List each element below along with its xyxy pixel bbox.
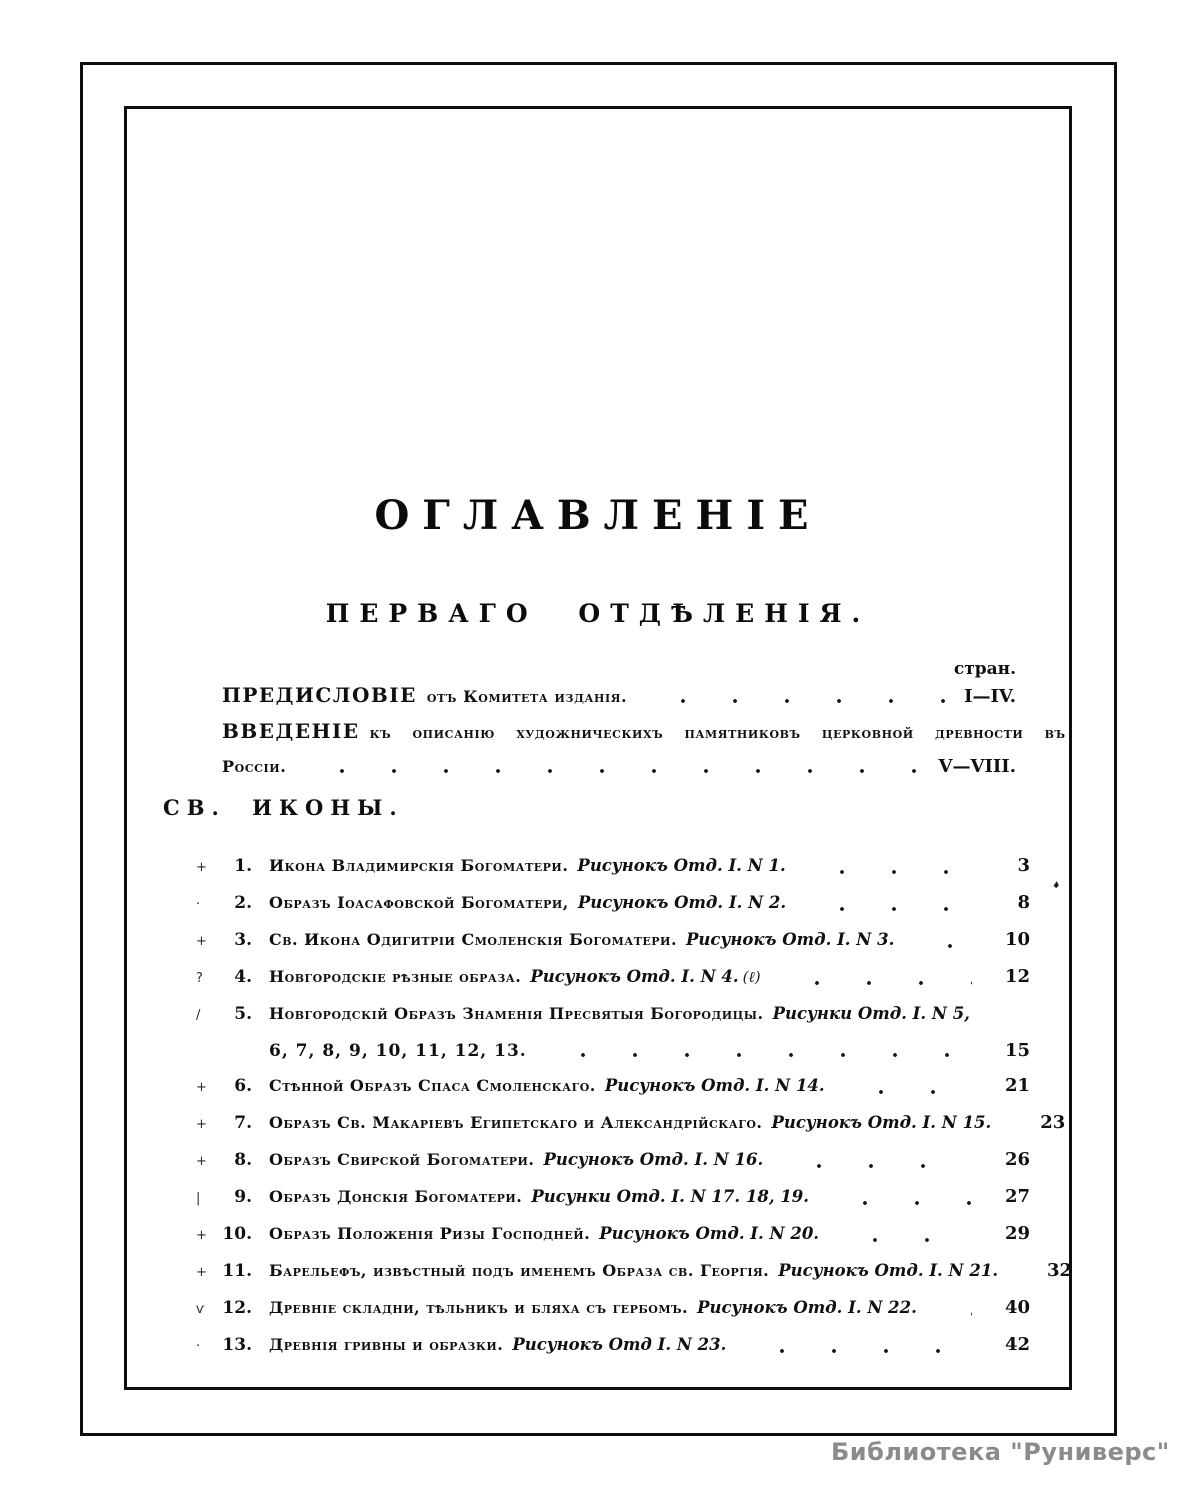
- front-matter-label: ПРЕДИСЛОВІЕ: [222, 683, 417, 707]
- item-number: 12.: [222, 1298, 252, 1318]
- toc-item: [196, 929, 1030, 953]
- item-number: 9.: [234, 1187, 252, 1207]
- page-number: 3: [1017, 855, 1030, 876]
- section-subtitle: ПЕРВАГО ОТДѢЛЕНІЯ.: [325, 599, 871, 628]
- toc-item: [196, 1260, 1073, 1284]
- section-heading: СВ. ИКОНЫ.: [163, 795, 404, 820]
- item-number: 4.: [234, 967, 252, 987]
- front-matter: [222, 683, 1066, 790]
- item-pencil-mark: +: [196, 1265, 207, 1280]
- figure-reference: Рисунокъ Отд. I. N 2.: [577, 893, 787, 912]
- item-pencil-mark: +: [196, 860, 207, 875]
- item-entry: [269, 1040, 527, 1062]
- dot-leader: [742, 1345, 972, 1355]
- item-number: 7.: [234, 1113, 252, 1133]
- dot-leader: [910, 940, 972, 950]
- toc-item: [196, 892, 1030, 916]
- item-pencil-mark: +: [196, 1228, 207, 1243]
- item-entry: [269, 1297, 917, 1319]
- toc-item: [196, 1297, 1030, 1321]
- toc-item: [196, 1223, 1030, 1247]
- item-pencil-mark: |: [196, 1191, 201, 1206]
- toc-item-continuation: [196, 1040, 1030, 1062]
- figure-reference: Рисунокъ Отд. I. N 1.: [577, 856, 786, 875]
- item-number: 8.: [234, 1150, 252, 1170]
- front-matter-row: [222, 719, 1066, 744]
- page-number: 23: [1040, 1112, 1066, 1133]
- item-title: Образъ Іоасафовской Богоматери,: [269, 893, 569, 912]
- page-range: I—IV.: [964, 686, 1016, 707]
- figure-reference: Рисунокъ Отд I. N 23.: [512, 1335, 727, 1354]
- front-matter-label: ВВЕДЕНІЕ: [222, 719, 360, 743]
- item-entry: [269, 1003, 970, 1025]
- pages-column-label: стран.: [953, 659, 1016, 679]
- item-pencil-mark: ѵ: [196, 1302, 205, 1317]
- page-number: 32: [1047, 1260, 1073, 1281]
- dot-leader: [841, 1086, 972, 1096]
- dot-leader: [779, 1160, 972, 1170]
- page-number: 10: [1004, 929, 1030, 950]
- item-title: Св. Икона Одигитріи Смоленскія Богоматери.: [269, 930, 678, 949]
- toc-item: [196, 1186, 1030, 1210]
- figure-reference: Рисунокъ Отд. I. N 16.: [543, 1150, 764, 1169]
- toc-item: [196, 1334, 1030, 1358]
- page-number: 26: [1004, 1149, 1030, 1170]
- item-title: Икона Владимирскія Богоматери.: [269, 856, 569, 875]
- item-title: Образъ Свирской Богоматери.: [269, 1150, 535, 1169]
- figure-reference: Рисунокъ Отд. I. N 21.: [778, 1261, 999, 1280]
- front-matter-row-continuation: [222, 756, 1016, 778]
- dot-leader: [543, 1049, 972, 1059]
- item-pencil-mark: +: [196, 1154, 207, 1169]
- item-pencil-mark: /: [196, 1008, 201, 1023]
- figure-reference: Рисунокъ Отд. I. N 4.: [530, 967, 739, 986]
- item-number: 3.: [234, 930, 252, 950]
- item-number: 13.: [222, 1335, 252, 1355]
- toc-item: [196, 1112, 1066, 1136]
- figure-reference: Рисунки Отд. I. N 17. 18, 19.: [531, 1187, 810, 1206]
- front-matter-row: [222, 684, 1016, 708]
- item-number: 10.: [222, 1224, 252, 1244]
- dot-leader: [835, 1234, 972, 1244]
- item-title: Новгородскій Образъ Знаменія Пресвятыя Богородицы.: [269, 1004, 764, 1023]
- item-entry: [269, 1075, 825, 1097]
- toc-item: [196, 1149, 1030, 1173]
- page-number: 15: [1004, 1040, 1030, 1061]
- item-number: 5.: [234, 1004, 252, 1024]
- item-number: 11.: [222, 1261, 252, 1281]
- toc-item: [196, 966, 1030, 990]
- item-pencil-mark: ·: [196, 1339, 201, 1354]
- item-title: Образъ Положенія Ризы Господней.: [269, 1224, 591, 1243]
- item-entry: [269, 1186, 809, 1208]
- item-pencil-mark: ·: [196, 897, 201, 912]
- library-watermark: Библиотека "Руниверс": [831, 1438, 1170, 1466]
- figure-reference: Рисунки Отд. I. N 5,: [772, 1004, 970, 1023]
- item-entry: [269, 1112, 991, 1134]
- page-number: 40: [1004, 1297, 1030, 1318]
- front-matter-text: къ описанію художническихъ памятниковъ церковной древности въ: [369, 723, 1066, 742]
- figure-reference: Рисунокъ Отд. I. N 14.: [604, 1076, 825, 1095]
- toc-item: [196, 1003, 1030, 1027]
- item-title: Образъ Св. Макаріевъ Египетскаго и Александрійскаго.: [269, 1113, 763, 1132]
- item-title: Древніе складни, тѣльникъ и бляха съ гербомъ.: [269, 1298, 689, 1317]
- figure-numbers-continuation: 6, 7, 8, 9, 10, 11, 12, 13.: [269, 1041, 527, 1061]
- item-pencil-mark: +: [196, 934, 207, 949]
- dot-leader: [802, 903, 972, 913]
- page-range: V—VIII.: [938, 756, 1016, 777]
- dot-leader: [777, 977, 972, 987]
- page-number: 29: [1004, 1223, 1030, 1244]
- figure-reference: Рисунокъ Отд. I. N 3.: [686, 930, 895, 949]
- item-title: Барельефъ, извѣстный подъ именемъ Образа св. Георгія.: [269, 1261, 770, 1280]
- item-title: Стѣнной Образъ Спаса Смоленскаго.: [269, 1076, 596, 1095]
- figure-reference: Рисунокъ Отд. I. N 20.: [599, 1224, 820, 1243]
- item-pencil-mark: ?: [196, 971, 203, 986]
- page-number: 12: [1004, 966, 1030, 987]
- item-entry: [269, 1149, 763, 1171]
- page-number: 42: [1004, 1334, 1030, 1355]
- figure-reference: Рисунокъ Отд. I. N 15.: [771, 1113, 992, 1132]
- item-title: Новгородскіе рѣзные образа.: [269, 967, 522, 986]
- item-number: 1.: [234, 856, 252, 876]
- front-matter-text: Россіи.: [222, 757, 287, 776]
- item-number: 6.: [234, 1076, 252, 1096]
- item-entry: [269, 892, 786, 914]
- item-title: Образъ Донскія Богоматери.: [269, 1187, 523, 1206]
- item-entry: [269, 855, 786, 877]
- page-number: 21: [1004, 1075, 1030, 1096]
- item-entry: [269, 929, 894, 951]
- item-entry: [269, 966, 761, 988]
- page-number: 27: [1004, 1186, 1030, 1207]
- dot-leader: [825, 1197, 972, 1207]
- item-entry: [269, 1223, 819, 1245]
- toc-item: [196, 855, 1030, 879]
- dot-leader: [802, 866, 972, 876]
- page-title: ОГЛАВЛЕНІЕ: [374, 492, 822, 539]
- toc-item: [196, 1075, 1030, 1099]
- page-number: 8: [1017, 892, 1030, 913]
- dot-leader: [302, 765, 928, 775]
- front-matter-text: отъ Комитета изданія.: [426, 687, 628, 706]
- item-number: 2.: [234, 893, 252, 913]
- dot-leader: [643, 695, 954, 705]
- item-pencil-mark: +: [196, 1080, 207, 1095]
- toc-list: [196, 855, 1073, 1371]
- pencil-note: (ℓ): [742, 968, 761, 986]
- item-pencil-mark: +: [196, 1117, 207, 1132]
- item-entry: [269, 1260, 998, 1282]
- dot-leader: [933, 1308, 972, 1318]
- item-title: Древнія гривны и образки.: [269, 1335, 504, 1354]
- item-entry: [269, 1334, 726, 1356]
- figure-reference: Рисунокъ Отд. I. N 22.: [697, 1298, 917, 1317]
